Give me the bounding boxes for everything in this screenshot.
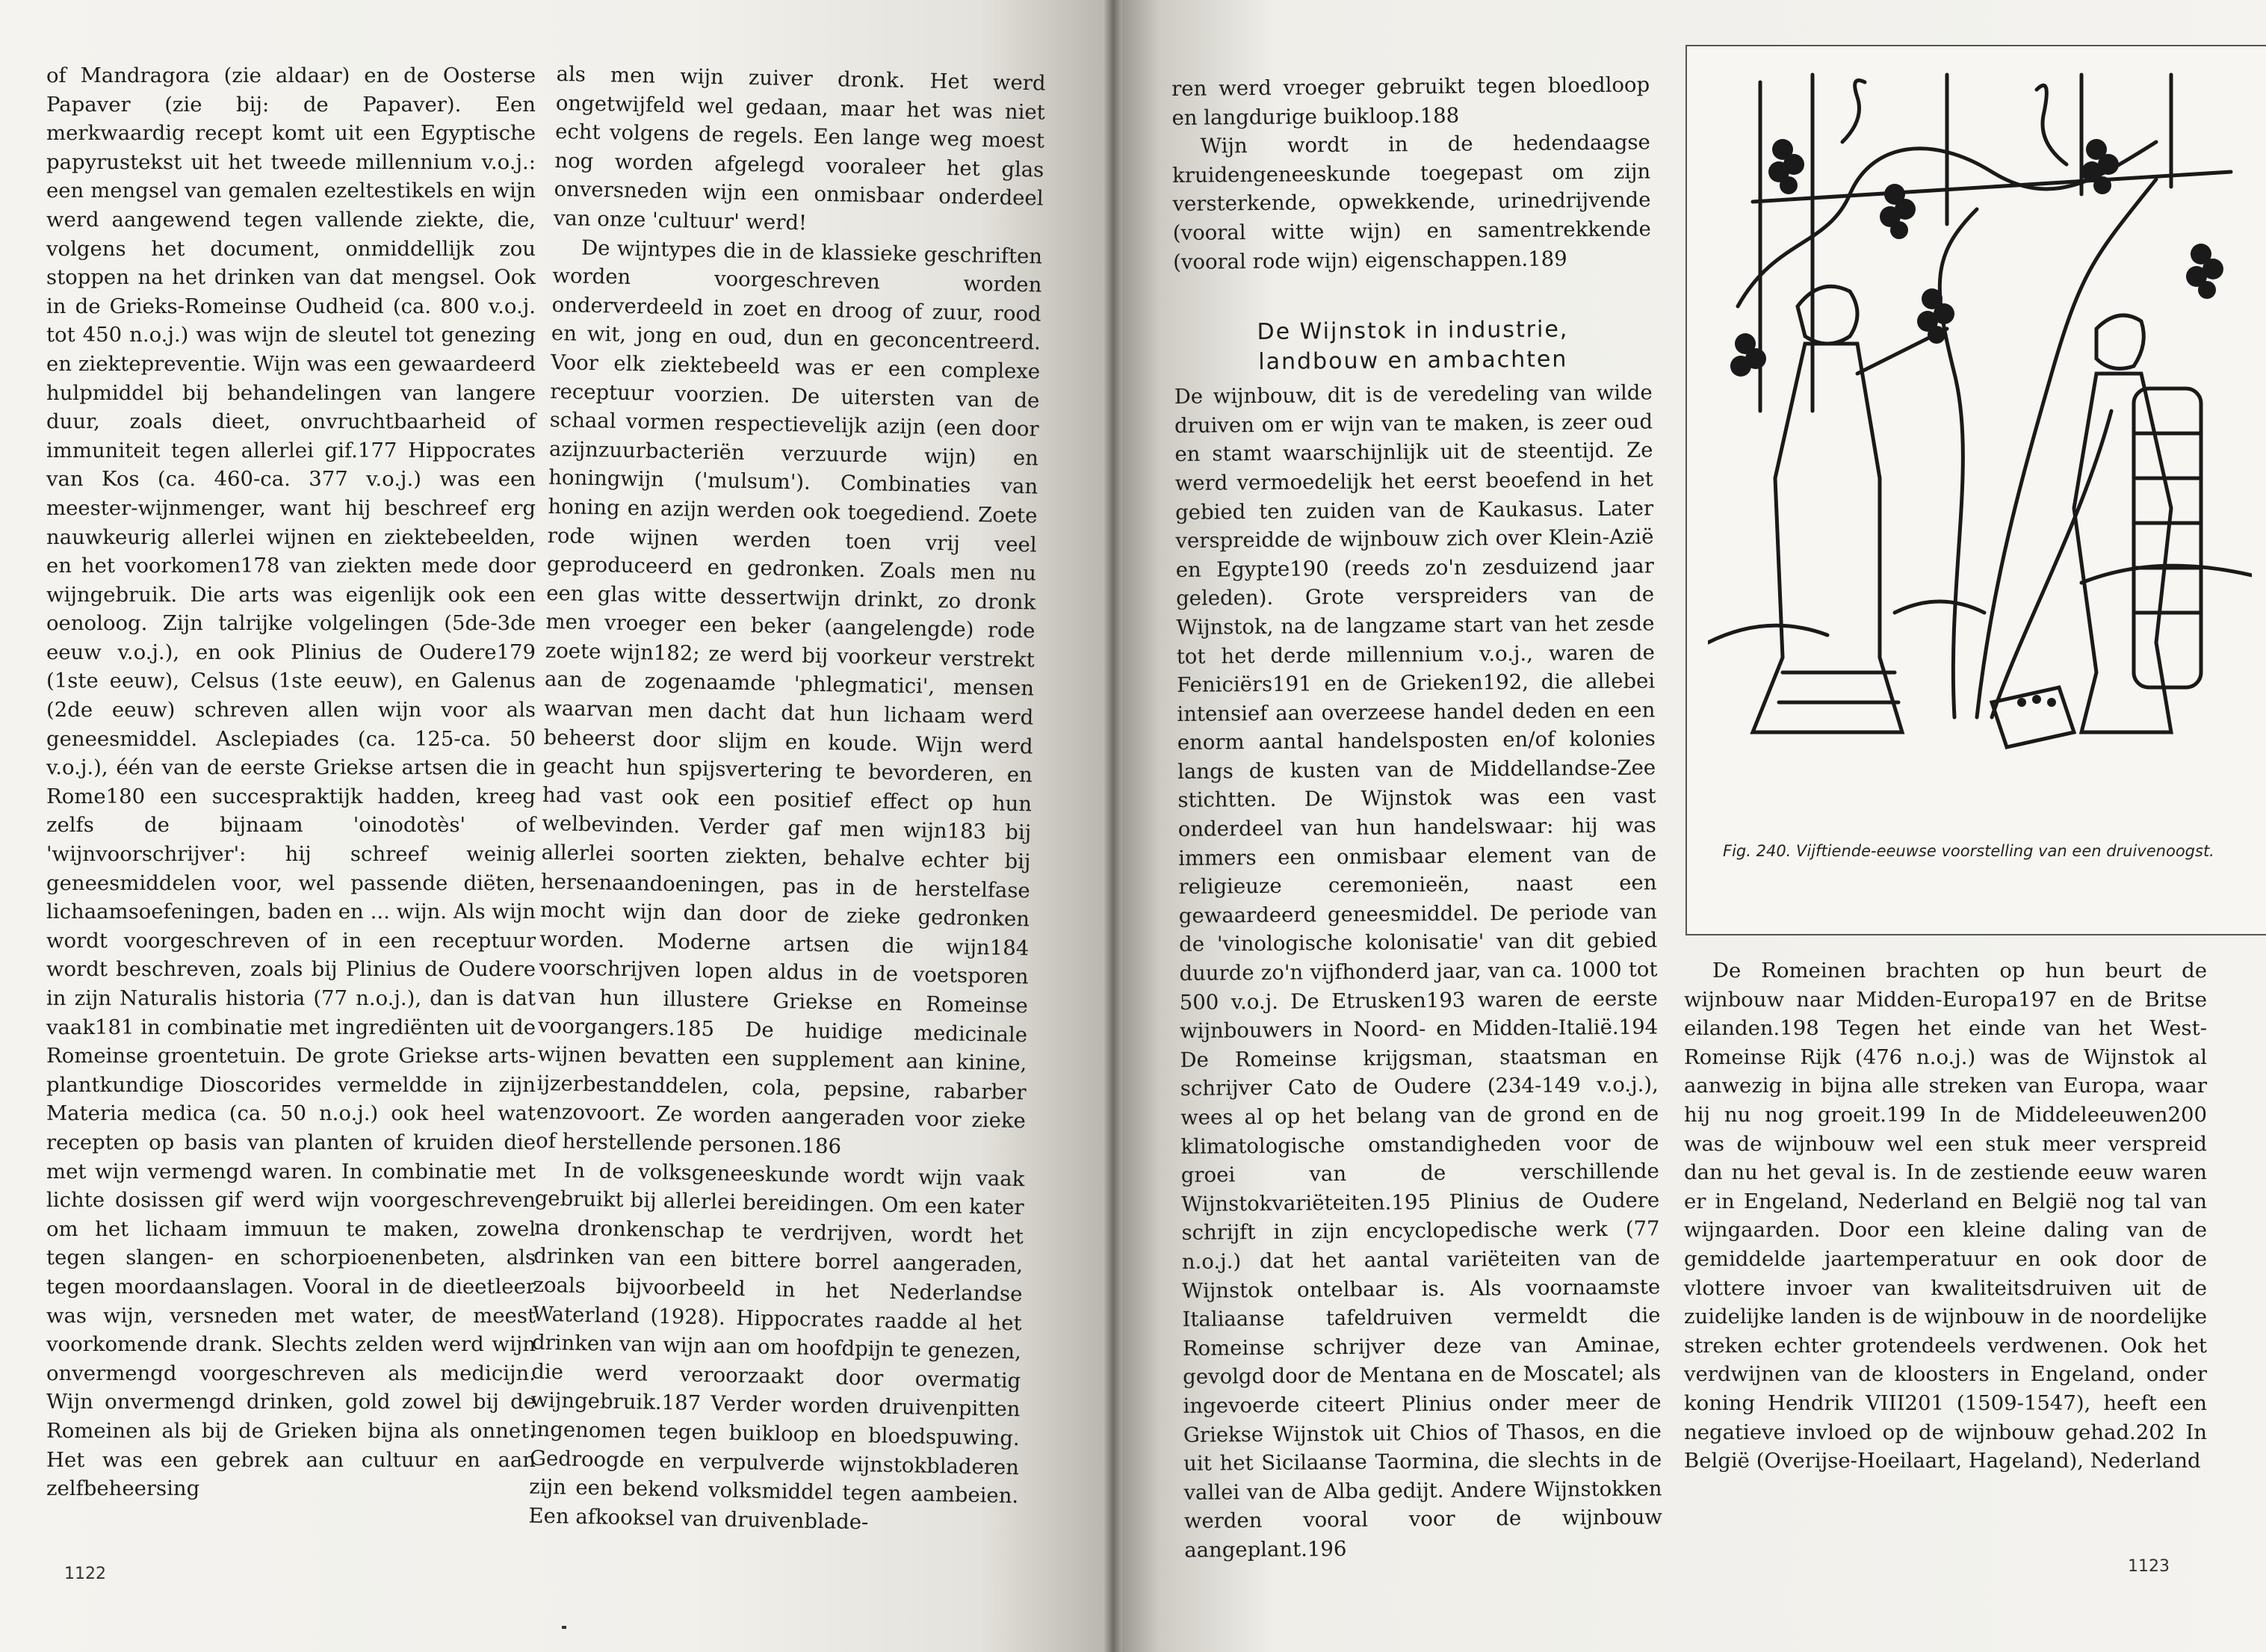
- left-page-column-2: [528, 60, 1046, 1539]
- right-page: [1113, 0, 2266, 1652]
- paragraph: ren werd vroeger gebruikt tegen bloedloop en langdurige buikloop.188: [1171, 72, 1650, 130]
- paragraph: De wijnbouw, dit is de veredeling van wilde druiven om er wijn van te maken, is zeer oud en stamt waarschijnlijk uit de steentijd. Ze werd vermoedelijk het eerst beoefend in het gebied ten zuiden van de Kaukasus. Later verspreidde de wijnbouw zich over Klein-Azië en Egypte190 (reeds zo'n zesduizend jaar geleden). Grote verspreiders van de Wijnstok, na de langzame start van het zesde tot het derde millennium v.o.j., waren de Feniciërs191 en de Grieken192, die allebei intensief aan overzeese handel deden en een enorm aantal handelsposten en/of kolonies langs de kusten van de Middellandse-Zee stichtten. De Wijnstok was een vast onderdeel van hun handelswaar: hij was immers een onmisbaar element van de religieuze ceremonieën, naast een gewaardeerd geneesmiddel. De periode van de 'vinologische kolonisatie' van dit gebied duurde zo'n vijfhonderd jaar, van ca. 1000 tot 500 v.o.j. De Etrusken193 waren de eerste wijnbouwers in Noord- en Midden-Italië.194 De Romeinse krijgsman, staatsman en schrijver Cato de Oudere (234-149 v.o.j.), wees al op het belang van de grond en de klimatologische omstandigheden voor de groei van de verschillende Wijnstokvariëteiten.195 Plinius de Oudere schrijft in zijn encyclopedische werk (77 n.o.j.) dat het aantal variëteiten van de Wijnstok ontelbaar is. Als voornaamste Italiaanse tafeldruiven vermeldt die Romeinse schrijver deze van Aminae, gevolgd door de Mentana en de Moscatel; als ingevoerde citeert Plinius onder meer de Griekse Wijnstok uit Chios of Thasos, en die uit het Sicilaanse Taormina, die slechts in de vallei van de Alba gedijt. Andere Wijnstokken werden vooral voor de wijnbouw aangeplant.196: [1174, 380, 1663, 1562]
- paragraph: of Mandragora (zie aldaar) en de Oosterse Papaver (zie bij: de Papaver). Een merkwaardig recept komt uit een Egyptische papyrustekst uit het tweede millennium v.o.j.: een mengsel van gemalen ezeltestikels en wijn werd aangewend tegen vallende ziekte, die, volgens het document, onmiddellijk zou stoppen na het drinken van dat mengsel. Ook in de Grieks-Romeinse Oudheid (ca. 800 v.o.j. tot 450 n.o.j.) was wijn de sleutel tot genezing en ziektepreventie. Wijn was een gewaardeerd hulpmiddel bij behandelingen van langere duur, zoals dieet, onvruchtbaarheid of immuniteit tegen allerlei gif.177 Hippocrates van Kos (ca. 460-ca. 377 v.o.j.) was een meester-wijnmenger, want hij beschreef erg nauwkeurig allerlei wijnen en ziektebeelden, en het voorkomen178 van ziekten mede door wijngebruik. Die arts was eigenlijk ook een oenoloog. Zijn talrijke volgelingen (5de-3de eeuw v.o.j.), en ook Plinius de Oudere179 (1ste eeuw), Celsus (1ste eeuw), en Galenus (2de eeuw) schreven allen wijn voor als geneesmiddel. Asclepiades (ca. 125-ca. 50 v.o.j.), één van de eerste Griekse artsen die in Rome180 een succespraktijk hadden, kreeg zelfs de bijnaam 'oinodotès' of 'wijnvoorschrijver': hij schreef weinig geneesmiddelen voor, wel passende diëten, lichaamsoefeningen, baden en ... wijn. Als wijn wordt voorgeschreven of in een receptuur wordt beschreven, zoals bij Plinius de Oudere in zijn Naturalis historia (77 n.o.j.), dan is dat vaak181 in combinatie met ingrediënten uit de Romeinse groentetuin. De grote Griekse arts-plantkundige Dioscorides vermeldde in zijn Materia medica (ca. 50 n.o.j.) ook heel wat recepten op basis van planten of kruiden die met wijn vermengd waren. In combinatie met lichte dosissen gif werd wijn voorgeschreven om het lichaam immuun te maken, zowel tegen slangen- en schorpioenenbeten, als tegen moordaanslagen. Vooral in de dieetleer was wijn, versneden met water, de meest voorkomende drank. Slechts zelden werd wijn onvermengd voorgeschreven als medicijn. Wijn onvermengd drinken, gold zowel bij de Romeinen als bij de Grieken bijna als onnet. Het was een gebrek aan cultuur en aan zelfbeheersing: [46, 64, 536, 1501]
- book-gutter: [1104, 0, 1122, 1652]
- figure-240: [1685, 45, 2266, 935]
- print-mark: [562, 1626, 566, 1629]
- left-page-column-1: [46, 61, 536, 1503]
- paragraph: De wijntypes die in de klassieke geschriften worden voorgeschreven worden onderverdeeld in zoet en droog of zuur, rood en wit, jong en oud, dun en geconcentreerd. Voor elk ziektebeeld was er een complexe receptuur voorzien. De uitersten van de schaal vormen respectievelijk azijn (een door azijnzuurbacteriën verzuurde wijn) en honingwijn ('mulsum'). Combinaties van honing en azijn werden ook toegediend. Zoete rode wijnen werden toen vrij veel geproduceerd en gedronken. Zoals men nu een glas witte dessertwijn drinkt, zo dronk men vroeger een beker (aangelengde) rode zoete wijn182; ze werd bij voorkeur verstrekt aan de zogenaamde 'phlegmatici', mensen waarvan men dacht dat hun lichaam werd beheerst door slijm en koude. Wijn werd geacht hun spijsvertering te bevorderen, en had vast ook een positief effect op hun welbevinden. Verder gaf men wijn183 bij allerlei soorten ziekten, behalve echter bij hersenaandoeningen, pas in de herstelfase mocht wijn dan door de zieke gedronken worden. Moderne artsen die wijn184 voorschrijven lopen aldus in de voetsporen van hun illustere Griekse en Romeinse voorgangers.185 De huidige medicinale wijnen bevatten een supplement aan kinine, ijzerbestanddelen, cola, pepsine, rabarber enzovoort. Ze worden aangeraden voor zieke of herstellende personen.186: [535, 235, 1043, 1159]
- paragraph: als men wijn zuiver dronk. Het werd ongetwijfeld wel gedaan, maar het was niet echt volgens de regels. Een lange weg moest nog worden afgelegd vooraleer het glas onversneden wijn een onmisbaar onderdeel van onze 'cultuur' werd!: [553, 61, 1046, 235]
- paragraph: Wijn wordt in de hedendaagse kruidengeneeskunde toegepast om zijn versterkende, opwekkende, urinedrijvende (vooral witte wijn) en samentrekkende (vooral rode wijn) eigenschappen.189: [1172, 130, 1651, 274]
- section-heading-line-1: De Wijnstok in industrie,: [1257, 316, 1569, 346]
- figure-caption: Fig. 240. Vijftiende-eeuwse voorstelling van een druivenoogst.: [1723, 842, 2214, 860]
- page-number-right: 1123: [2128, 1557, 2170, 1576]
- right-page-column-1: [1171, 70, 1662, 1565]
- section-heading: [1174, 315, 1653, 379]
- paragraph: In de volksgeneeskunde wordt wijn vaak gebruikt bij allerlei bereidingen. Om een kater na dronkenschap te verdrijven, wordt het drinken van een bittere borrel aangeraden, zoals bijvoorbeeld in het Nederlandse Waterland (1928). Hippocrates raadde al het drinken van wijn aan om hoofdpijn te genezen, die werd veroorzaakt door overmatig wijngebruik.187 Verder worden druivenpitten ingenomen tegen buikloop en bloedspuwing. Gedroogde en verpulverde wijnstokbladeren zijn een bekend volksmiddel tegen aambeien. Een afkooksel van druivenblade-: [528, 1158, 1025, 1535]
- page-number-left: 1122: [64, 1565, 106, 1583]
- paragraph: De Romeinen brachten op hun beurt de wijnbouw naar Midden-Europa197 en de Britse eilanden.198 Tegen het einde van het West-Romeinse Rijk (476 n.o.j.) was de Wijnstok al aanwezig in bijna alle streken van Europa, waar hij nu nog groeit.199 In de Middeleeuwen200 was de wijnbouw wel een stuk meer verspreid dan nu het geval is. In de zestiende eeuw waren er in Engeland, Nederland en België nog tal van wijngaarden. Door een kleine daling van de gemiddelde jaartemperatuur en ook door de vlottere invoer van kwaliteitsdruiven uit de zuidelijke landen is de wijnbouw in de noordelijke streken echter grotendeels verdwenen. Ook het verdwijnen van de kloosters in Engeland, onder koning Hendrik VIII201 (1509-1547), heeft een negatieve invloed op de wijnbouw gehad.202 In België (Overijse-Hoeilaart, Hageland), Nederland: [1684, 959, 2207, 1473]
- grape-harvest-illustration: [1708, 60, 2252, 807]
- left-page: [0, 0, 1113, 1652]
- section-heading-line-2: landbouw en ambachten: [1258, 346, 1568, 376]
- right-page-column-2: [1684, 956, 2207, 1476]
